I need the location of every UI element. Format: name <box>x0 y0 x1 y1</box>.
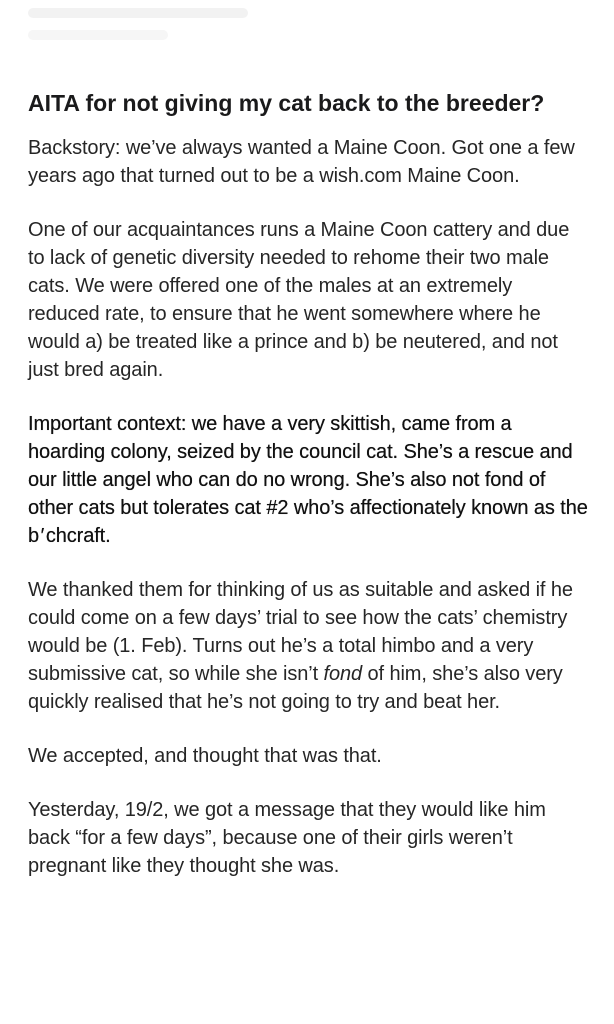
post-body <box>28 134 588 880</box>
post-paragraph-backstory: Backstory: we’ve always wanted a Maine Coon. Got one a few years ago that turned out to be a wish.com Maine Coon. <box>28 137 575 187</box>
faded-header-line <box>28 30 168 40</box>
post-title: AITA for not giving my cat back to the breeder? <box>28 90 545 116</box>
post-paragraph-important-context: Important context: we have a very skittish, came from a hoarding colony, seized by the council cat. She’s a rescue and our little angel who can do no wrong. She’s also not fond of other cats but tolerates cat #2 who’s affectionately known as the b ′ chcraft. <box>28 413 588 547</box>
bottom-fade <box>0 1010 614 1024</box>
post-paragraph-trial <box>28 576 588 716</box>
post-text: of him, she’s also very quickly realised that he’s not going to try and beat her. <box>28 663 563 713</box>
post <box>28 88 588 880</box>
faded-header <box>28 8 588 78</box>
post-paragraph-yesterday: Yesterday, 19/2, we got a message that they would like him back “for a few days”, because one of their girls weren’t pregnant like they thought she was. <box>28 799 546 877</box>
post-text: We thanked them for thinking of us as suitable and asked if he could come on a few days’ trial to see how the cats’ chemistry would be (1. Feb). Turns out he’s a total himbo and a very submissive cat, so while she isn’t <box>28 579 573 685</box>
faded-header-line <box>28 8 248 18</box>
post-paragraph-offer: One of our acquaintances runs a Maine Coon cattery and due to lack of genetic diversity needed to rehome their two male cats. We were offered one of the males at an extremely reduced rate, to ensure that he went somewhere where he would a) be treated like a prince and b) be neutered, and not just bred again. <box>28 219 570 381</box>
post-text-italic: fond <box>323 663 363 685</box>
post-paragraph-accepted: We accepted, and thought that was that. <box>28 745 382 767</box>
